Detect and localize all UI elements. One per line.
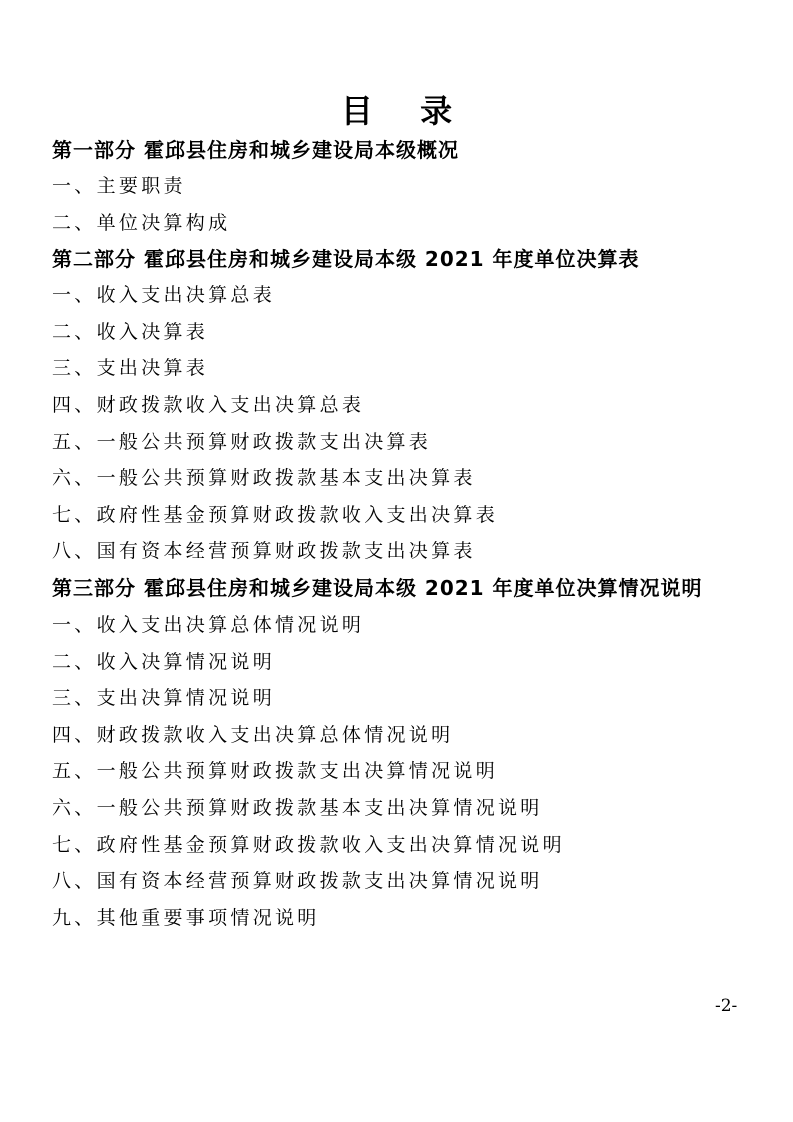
toc-item[interactable]: 八、国有资本经营预算财政拨款支出决算表 bbox=[52, 540, 476, 563]
toc-part3-heading[interactable]: 第三部分 霍邱县住房和城乡建设局本级 2021 年度单位决算情况说明 bbox=[52, 575, 703, 600]
toc-item[interactable]: 九、其他重要事项情况说明 bbox=[52, 906, 320, 929]
toc-item[interactable]: 三、支出决算情况说明 bbox=[52, 687, 276, 710]
toc-item[interactable]: 三、支出决算表 bbox=[52, 357, 209, 380]
toc-item[interactable]: 二、单位决算构成 bbox=[52, 211, 231, 234]
table-of-contents bbox=[52, 132, 752, 936]
toc-item[interactable]: 四、财政拨款收入支出决算总体情况说明 bbox=[52, 723, 454, 746]
page-title: 目 录 bbox=[340, 92, 471, 130]
toc-item[interactable]: 七、政府性基金预算财政拨款收入支出决算表 bbox=[52, 503, 499, 526]
toc-item[interactable]: 四、财政拨款收入支出决算总表 bbox=[52, 393, 365, 416]
toc-item[interactable]: 一、收入支出决算总体情况说明 bbox=[52, 613, 365, 636]
toc-part2-heading[interactable]: 第二部分 霍邱县住房和城乡建设局本级 2021 年度单位决算表 bbox=[52, 247, 640, 272]
toc-item[interactable]: 二、收入决算情况说明 bbox=[52, 650, 276, 673]
toc-item[interactable]: 七、政府性基金预算财政拨款收入支出决算情况说明 bbox=[52, 833, 565, 856]
toc-item[interactable]: 六、一般公共预算财政拨款基本支出决算情况说明 bbox=[52, 796, 543, 819]
page-number: -2- bbox=[715, 996, 738, 1016]
toc-item[interactable]: 五、一般公共预算财政拨款支出决算表 bbox=[52, 430, 432, 453]
toc-item[interactable]: 六、一般公共预算财政拨款基本支出决算表 bbox=[52, 467, 476, 490]
toc-part1-heading[interactable]: 第一部分 霍邱县住房和城乡建设局本级概况 bbox=[52, 138, 459, 162]
toc-item[interactable]: 一、收入支出决算总表 bbox=[52, 284, 276, 307]
toc-item[interactable]: 二、收入决算表 bbox=[52, 320, 209, 343]
toc-item[interactable]: 五、一般公共预算财政拨款支出决算情况说明 bbox=[52, 760, 499, 783]
toc-item[interactable]: 八、国有资本经营预算财政拨款支出决算情况说明 bbox=[52, 870, 543, 893]
toc-item[interactable]: 一、主要职责 bbox=[52, 175, 186, 197]
